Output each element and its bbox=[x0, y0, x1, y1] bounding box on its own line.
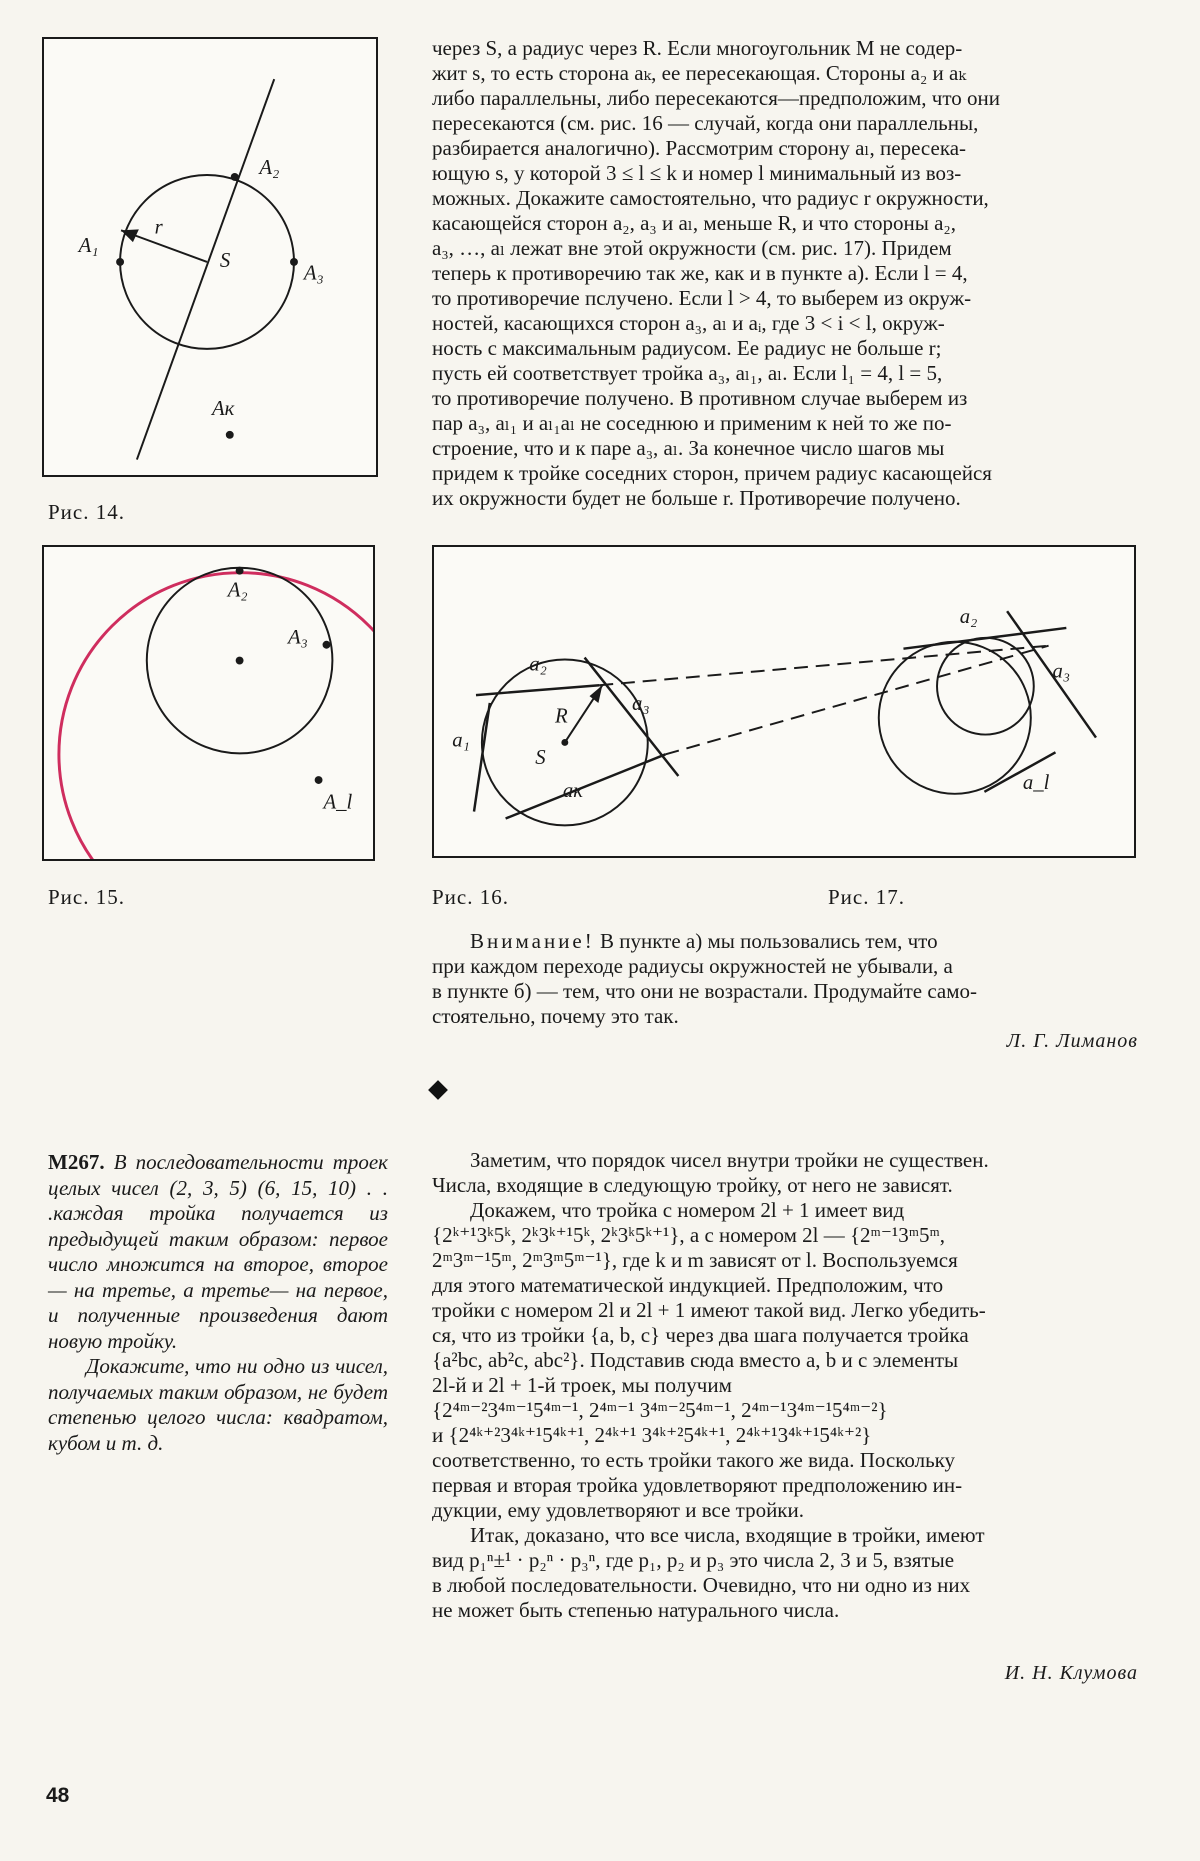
text-line: придем к тройке соседних сторон, причем радиус касающейся bbox=[432, 461, 992, 485]
text-line: соответственно, то есть тройки такого же вида. Поскольку bbox=[432, 1448, 956, 1472]
text-line: через S, а радиус через R. Если многоугольник M не содер- bbox=[432, 36, 963, 60]
text-line: и {2⁴ᵏ⁺²3⁴ᵏ⁺¹5⁴ᵏ⁺¹, 2⁴ᵏ⁺¹ 3⁴ᵏ⁺²5⁴ᵏ⁺¹, 2⁴ᵏ⁺¹3⁴ᵏ⁺¹5⁴ᵏ⁺²} bbox=[432, 1423, 872, 1447]
fig14-label-a2: A₂ bbox=[259, 157, 280, 179]
figure-16-17 bbox=[432, 545, 1136, 858]
figure-15-caption: Рис. 15. bbox=[48, 885, 125, 909]
fig16-label-a3: a₃ bbox=[631, 692, 650, 715]
text-line: тройки с номером 2l и 2l + 1 имеют такой вид. Легко убедить- bbox=[432, 1298, 986, 1322]
text-line: 2ᵐ3ᵐ⁻¹5ᵐ, 2ᵐ3ᵐ5ᵐ⁻¹}, где k и m зависят от l. Воспользуемся bbox=[432, 1248, 958, 1272]
proof-text bbox=[432, 36, 1140, 511]
text-line: ся, что из тройки {a, b, c} через два шага получается тройка bbox=[432, 1323, 969, 1347]
text-line: в пункте б) — тем, что они не возрастали. Продумайте само- bbox=[432, 979, 977, 1003]
text-line: строение, что и к паре a₃, aₗ. За конечное число шагов мы bbox=[432, 436, 945, 460]
fig17-label-al: a_l bbox=[1022, 771, 1050, 794]
solution-text bbox=[432, 1148, 1140, 1623]
fig16-label-a2: a₂ bbox=[529, 653, 547, 676]
text-line: ностей, касающихся сторон a₃, aₗ и aᵢ, где 3 < i < l, окруж- bbox=[432, 311, 945, 335]
figure-17-caption: Рис. 17. bbox=[828, 885, 905, 909]
fig16-label-a1: a₁ bbox=[452, 729, 470, 752]
fig15-label-a2: A₂ bbox=[227, 579, 248, 602]
text-line: пар a₃, aₗ₁ и aₗ₁aₗ не соседнюю и применим к ней то же по- bbox=[432, 411, 952, 435]
text-line: Заметим, что порядок чисел внутри тройки не существен. bbox=[470, 1148, 989, 1172]
text-line: можных. Докажите самостоятельно, что радиус r окружности, bbox=[432, 186, 989, 210]
text-line: первая и вторая тройка удовлетворяют предположению ин- bbox=[432, 1473, 963, 1497]
text-line: стоятельно, почему это так. bbox=[432, 1004, 679, 1028]
text-line: {2ᵏ⁺¹3ᵏ5ᵏ, 2ᵏ3ᵏ⁺¹5ᵏ, 2ᵏ3ᵏ5ᵏ⁺¹}, а с номером 2l — {2ᵐ⁻¹3ᵐ5ᵐ, bbox=[432, 1223, 945, 1247]
text-line: 2l-й и 2l + 1-й троек, мы получим bbox=[432, 1373, 732, 1397]
attention-first-line bbox=[432, 929, 1140, 954]
text-line: теперь к противоречию так же, как и в пункте а). Если l = 4, bbox=[432, 261, 968, 285]
text-line: в любой последовательности. Очевидно, что ни одно из них bbox=[432, 1573, 971, 1597]
solution-author: И. Н. Клумова bbox=[1004, 1662, 1138, 1684]
attention-paragraph bbox=[432, 929, 1140, 1029]
attention-author: Л. Г. Лиманов bbox=[1006, 1030, 1138, 1052]
text-line: a₃, …, aₗ лежат вне этой окружности (см. рис. 17). Придем bbox=[432, 236, 952, 260]
text-line: пусть ей соответствует тройка a₃, aₗ₁, aₗ. Если l₁ = 4, l = 5, bbox=[432, 361, 943, 385]
text-line: пересекаются (см. рис. 16 — случай, когда они параллельны, bbox=[432, 111, 979, 135]
section-divider-diamond bbox=[428, 1080, 448, 1100]
text-line: жит s, то есть сторона aₖ, ее пересекающая. Стороны a₂ и aₖ bbox=[432, 61, 967, 85]
text-line: {a²bc, ab²c, abc²}. Подставив сюда вместо a, b и c элементы bbox=[432, 1348, 959, 1372]
text-line: Числа, входящие в следующую тройку, от него не зависят. bbox=[432, 1173, 953, 1197]
fig14-label-s: S bbox=[219, 249, 231, 272]
text-line: то противоречие получено. В противном случае выберем из bbox=[432, 386, 968, 410]
text-line: {2⁴ᵐ⁻²3⁴ᵐ⁻¹5⁴ᵐ⁻¹, 2⁴ᵐ⁻¹ 3⁴ᵐ⁻²5⁴ᵐ⁻¹, 2⁴ᵐ⁻¹3⁴ᵐ⁻¹5⁴ᵐ⁻²} bbox=[432, 1398, 888, 1422]
figure-14-caption: Рис. 14. bbox=[48, 500, 125, 524]
text-line: В пункте а) мы пользовались тем, что bbox=[600, 929, 938, 953]
fig16-label-R: R bbox=[554, 705, 568, 728]
text-line: Докажем, что тройка с номером 2l + 1 имеет вид bbox=[470, 1198, 905, 1222]
text-line: не может быть степенью натурального числа. bbox=[432, 1598, 840, 1622]
problem-statement: В последовательности троек целых чисел (2, 3, 5) (6, 15, 10) . . .каждая тройка получается из предыдущей таким образом: первое число множится на второе, второе — на третье, а третье— на первое, и полученные произведения дают новую тройку. bbox=[48, 1150, 388, 1353]
figure-15-drawing bbox=[44, 547, 373, 859]
fig17-label-a2: a₂ bbox=[959, 606, 978, 629]
fig15-label-a3: A₃ bbox=[287, 626, 308, 649]
fig17-label-a3: a₃ bbox=[1052, 660, 1071, 683]
text-line: Итак, доказано, что все числа, входящие в тройки, имеют bbox=[470, 1523, 985, 1547]
fig15-label-al: A_l bbox=[323, 791, 353, 814]
fig15-red-circle bbox=[59, 573, 373, 859]
text-line: вид p₁ⁿ±¹ · p₂ⁿ · p₃ⁿ, где p₁, p₂ и p₃ это числа 2, 3 и 5, взятые bbox=[432, 1548, 955, 1572]
text-line: касающейся сторон a₂, a₃ и aₗ, меньше R, и что стороны a₂, bbox=[432, 211, 956, 235]
attention-lead: Внимание! bbox=[470, 929, 595, 953]
figure-16-caption: Рис. 16. bbox=[432, 885, 509, 909]
text-line: разбирается аналогично). Рассмотрим сторону aₗ, пересека- bbox=[432, 136, 967, 160]
text-line: дукции, ему удовлетворяют и все тройки. bbox=[432, 1498, 805, 1522]
fig14-label-ak: Aк bbox=[211, 398, 235, 421]
fig16-label-ak: aк bbox=[562, 779, 583, 802]
text-line: при каждом переходе радиусы окружностей не убывали, а bbox=[432, 954, 953, 978]
text-line: то противоречие пслучено. Если l > 4, то выберем из окруж- bbox=[432, 286, 972, 310]
fig14-label-r: r bbox=[154, 216, 163, 239]
text-line: либо параллельны, либо пересекаются—предположим, что они bbox=[432, 86, 1000, 110]
text-line: их окружности будет не больше r. Противоречие получено. bbox=[432, 486, 961, 510]
figure-15 bbox=[42, 545, 375, 861]
problem-number: М267. bbox=[48, 1150, 105, 1174]
figure-14-drawing bbox=[44, 39, 376, 475]
figure-14 bbox=[42, 37, 378, 477]
figure-16-17-drawing bbox=[434, 547, 1134, 856]
text-line: для этого математической индукцией. Предположим, что bbox=[432, 1273, 944, 1297]
text-line: ность с максимальным радиусом. Ее радиус не больше r; bbox=[432, 336, 942, 360]
page-number: 48 bbox=[46, 1784, 70, 1807]
problem-m267 bbox=[48, 1150, 388, 1456]
problem-task: Докажите, что ни одно из чисел, получаемых таким образом, не будет степенью целого числа: квадратом, кубом и т. д. bbox=[48, 1354, 388, 1455]
fig14-label-a3: A₃ bbox=[303, 262, 324, 285]
fig16-label-S: S bbox=[535, 747, 546, 770]
fig14-label-a1: A₁ bbox=[78, 235, 99, 258]
text-line: ющую s, у которой 3 ≤ l ≤ k и номер l минимальный из воз- bbox=[432, 161, 962, 185]
